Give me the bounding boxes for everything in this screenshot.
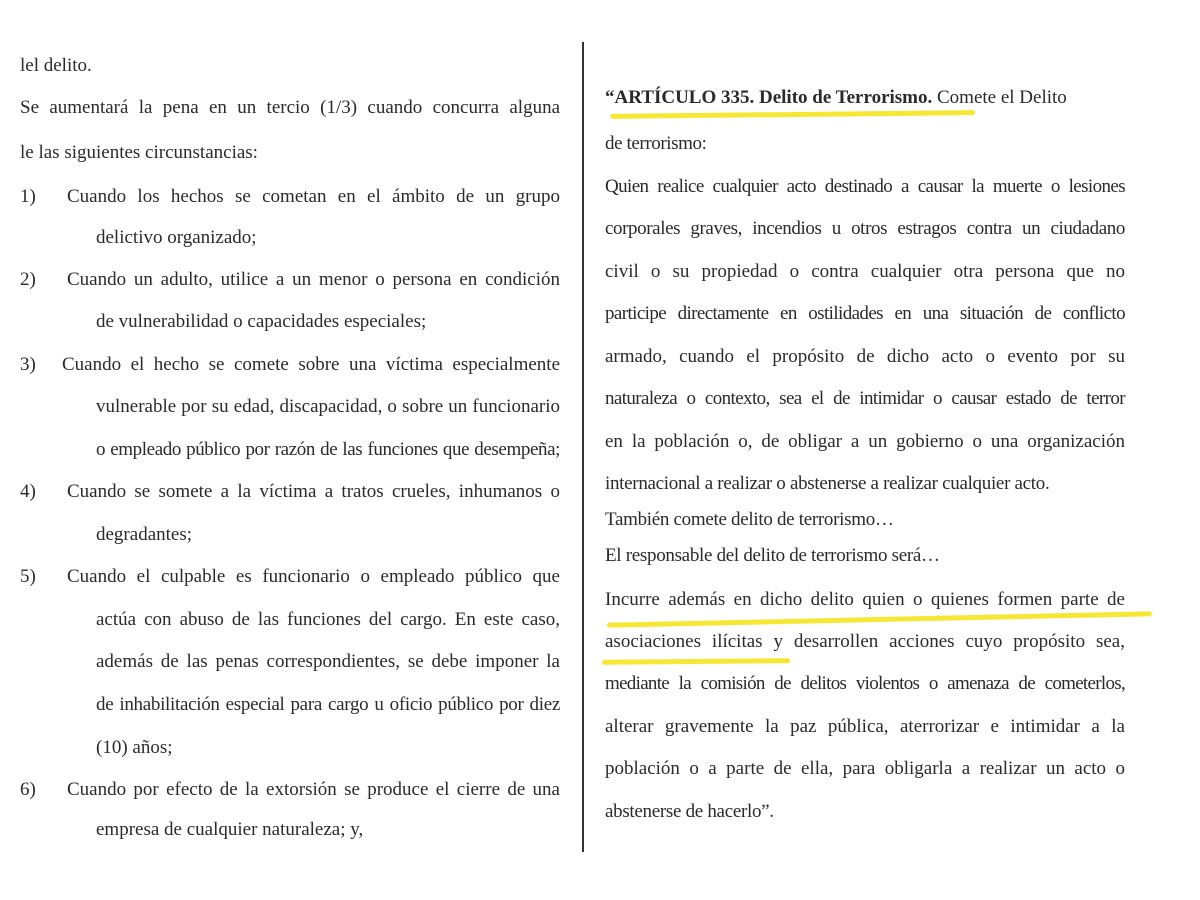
text-line: Quien realice cualquier acto destinado a causar la muerte o lesiones <box>605 176 1125 197</box>
article-heading-rest: Comete el Delito <box>932 87 1067 108</box>
list-item-text: Cuando un adulto, utilice a un menor o persona en condición <box>67 269 560 290</box>
list-item-text: de inhabilitación especial para cargo u oficio público por diez <box>96 694 560 715</box>
list-item-text: actúa con abuso de las funciones del cargo. En este caso, <box>96 609 560 630</box>
list-item-text: Cuando los hechos se cometan en el ámbito de un grupo <box>67 186 560 207</box>
article-title: “ARTÍCULO 335. Delito de Terrorismo. <box>605 87 933 108</box>
column-divider <box>582 42 584 852</box>
list-item-text: degradantes; <box>96 524 193 545</box>
text-line: naturaleza o contexto, sea el de intimidar o causar estado de terror <box>605 388 1125 409</box>
text-line: mediante la comisión de delitos violentos o amenaza de cometerlos, <box>605 673 1125 694</box>
text-line: civil o su propiedad o contra cualquier otra persona que no <box>605 261 1125 282</box>
highlight-mark <box>610 110 975 119</box>
text-line: en la población o, de obligar a un gobierno o una organización <box>605 431 1125 452</box>
list-item-text: empresa de cualquier naturaleza; y, <box>96 819 364 840</box>
text-line: El responsable del delito de terrorismo será… <box>605 545 940 566</box>
list-item-text: Cuando por efecto de la extorsión se produce el cierre de una <box>67 779 560 800</box>
list-number: 6) <box>20 779 36 800</box>
article-heading <box>605 86 1067 110</box>
text-line: abstenerse de hacerlo”. <box>605 801 774 822</box>
list-item-text: o empleado público por razón de las funciones que desempeña; <box>96 439 560 460</box>
text-line: población o a parte de ella, para obligarla a realizar un acto o <box>605 758 1125 779</box>
text-line: armado, cuando el propósito de dicho acto o evento por su <box>605 346 1125 367</box>
text-line: Incurre además en dicho delito quien o quienes formen parte de <box>605 589 1125 610</box>
list-number: 2) <box>20 269 36 290</box>
text-line: También comete delito de terrorismo… <box>605 509 894 530</box>
text-line: Se aumentará la pena en un tercio (1/3) cuando concurra alguna <box>20 97 560 118</box>
list-item-text: (10) años; <box>96 737 173 758</box>
list-number: 1) <box>20 186 36 207</box>
text-line: le las siguientes circunstancias: <box>20 142 258 163</box>
list-item-text: delictivo organizado; <box>96 227 257 248</box>
list-item-text: Cuando se somete a la víctima a tratos crueles, inhumanos o <box>67 481 560 502</box>
highlight-mark <box>607 611 1152 627</box>
list-number: 3) <box>20 354 36 375</box>
list-item-text: Cuando el culpable es funcionario o empleado público que <box>67 566 560 587</box>
text-line: internacional a realizar o abstenerse a realizar cualquier acto. <box>605 473 1050 494</box>
text-line: de terrorismo: <box>605 133 707 154</box>
highlight-mark <box>602 658 790 665</box>
text-line: corporales graves, incendios u otros estragos contra un ciudadano <box>605 218 1125 239</box>
list-number: 4) <box>20 481 36 502</box>
list-item-text: además de las penas correspondientes, se debe imponer la <box>96 651 560 672</box>
list-item-text: Cuando el hecho se comete sobre una víctima especialmente <box>62 354 560 375</box>
list-number: 5) <box>20 566 36 587</box>
text-line: participe directamente en ostilidades en una situación de conflicto <box>605 303 1125 324</box>
list-item-text: vulnerable por su edad, discapacidad, o sobre un funcionario <box>96 396 560 417</box>
list-item-text: de vulnerabilidad o capacidades especiales; <box>96 311 427 332</box>
text-line: alterar gravemente la paz pública, aterrorizar e intimidar a la <box>605 716 1125 737</box>
text-line: asociaciones ilícitas y desarrollen acciones cuyo propósito sea, <box>605 631 1125 652</box>
text-line: lel delito. <box>20 55 92 76</box>
